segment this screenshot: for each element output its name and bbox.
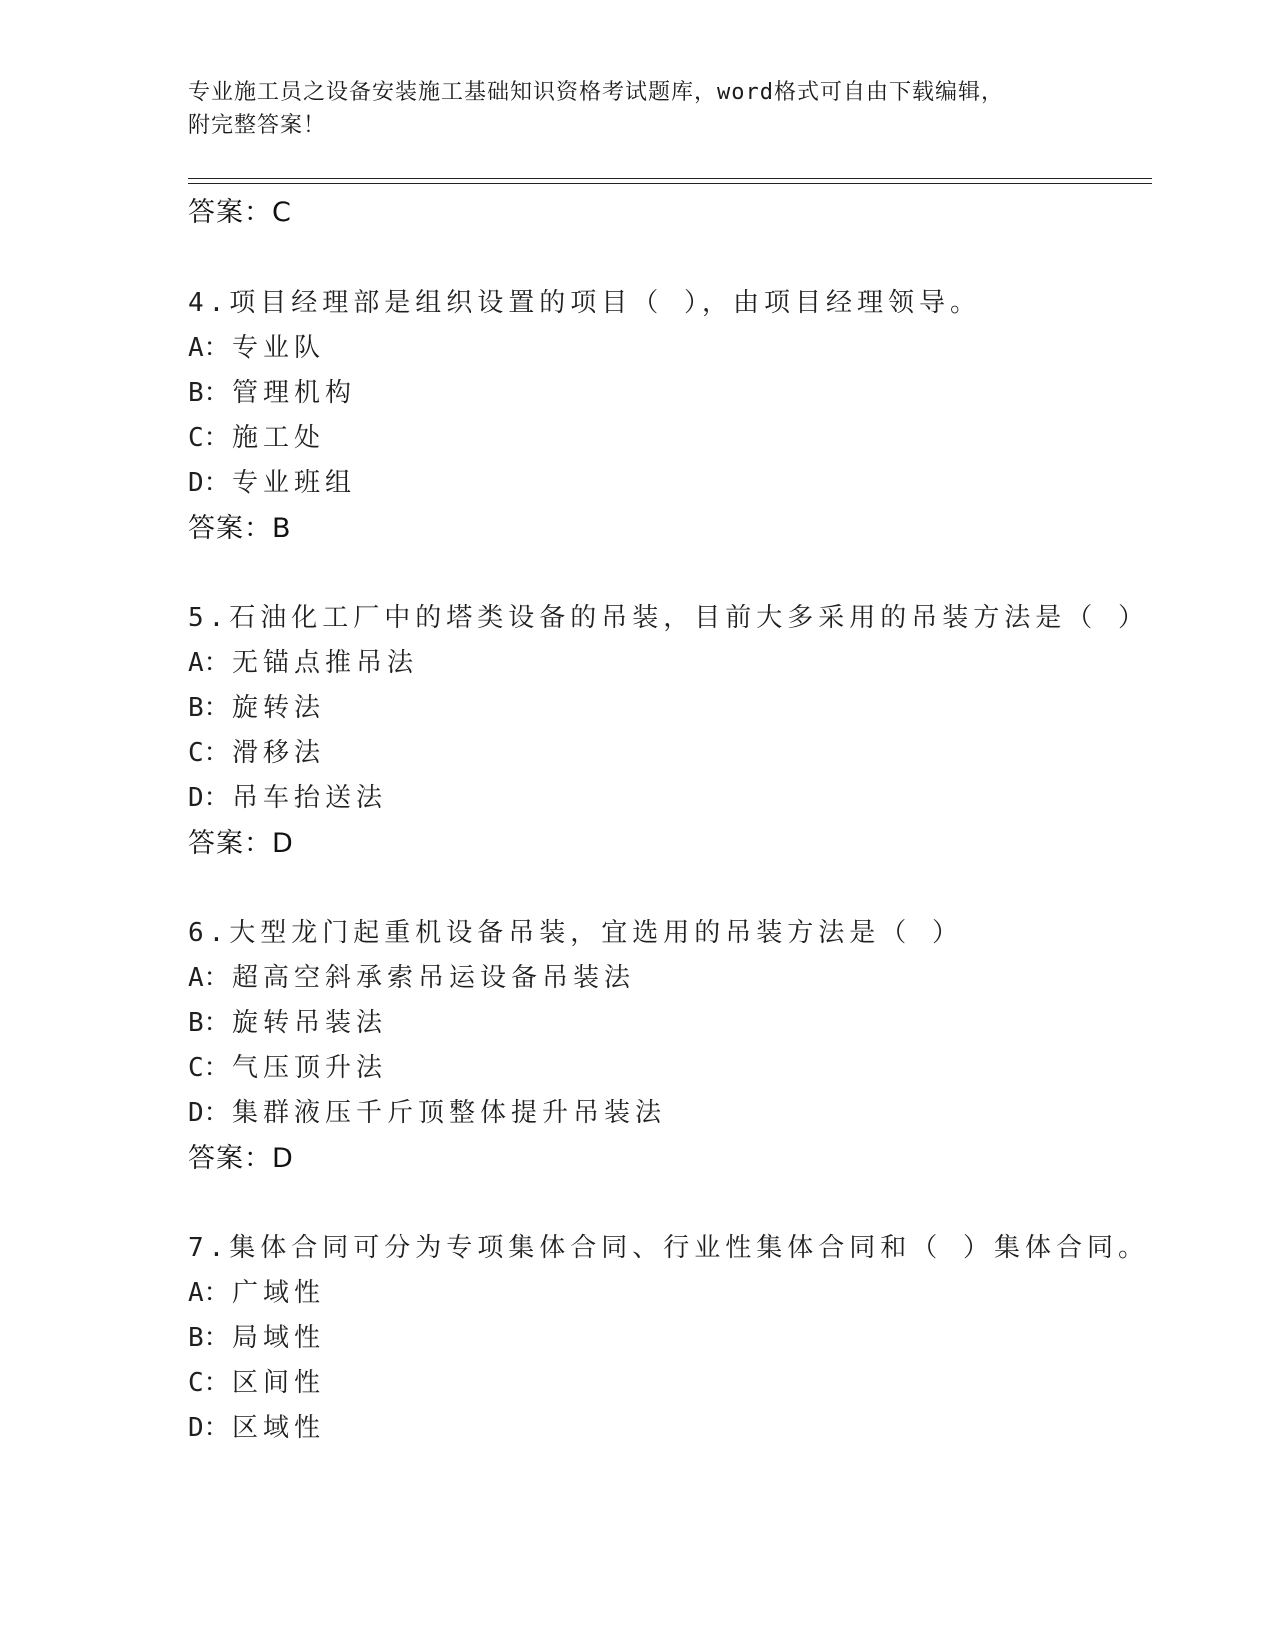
question-7-option-b (188, 1317, 325, 1354)
question-6-text: 6.大型龙门起重机设备吊装，宜选用的吊装方法是（ ） (188, 918, 963, 948)
option-text: 广域性 (232, 1278, 326, 1308)
option-text: 气压顶升法 (232, 1053, 388, 1083)
option-text: 局域性 (232, 1323, 326, 1353)
option-text: 专业班组 (232, 468, 357, 498)
option-key: A： (188, 333, 230, 363)
question-5-text: 5.石油化工厂中的塔类设备的吊装，目前大多采用的吊装方法是（ ） (188, 603, 1149, 633)
question-4-option-a (188, 327, 325, 364)
question-6-answer: 答案：D (188, 1143, 294, 1174)
option-key: B： (188, 1323, 230, 1353)
option-text: 旋转吊装法 (232, 1008, 388, 1038)
option-text: 超高空斜承索吊运设备吊装法 (232, 963, 636, 993)
option-key: C： (188, 1053, 230, 1083)
question-6-option-d (188, 1092, 666, 1129)
question-6-option-a (188, 957, 635, 994)
option-key: A： (188, 648, 230, 678)
option-text: 吊车抬送法 (232, 783, 388, 813)
option-key: B： (188, 378, 230, 408)
question-4-answer: 答案：B (188, 513, 292, 544)
question-5-answer: 答案：D (188, 828, 294, 859)
header-line-1: 专业施工员之设备安装施工基础知识资格考试题库，word格式可自由下载编辑， (188, 80, 1004, 105)
option-key: D： (188, 783, 230, 813)
option-text: 管理机构 (232, 378, 357, 408)
option-text: 滑移法 (232, 738, 326, 768)
option-text: 专业队 (232, 333, 326, 363)
option-key: B： (188, 693, 230, 723)
option-text: 区域性 (232, 1413, 326, 1443)
question-5-option-d (188, 777, 387, 814)
question-4-option-c (188, 417, 325, 454)
question-5-option-c (188, 732, 325, 769)
option-key: D： (188, 1413, 230, 1443)
question-7-option-d (188, 1407, 325, 1444)
header-rule-top (188, 178, 1152, 179)
option-key: C： (188, 738, 230, 768)
question-6-option-c (188, 1047, 387, 1084)
question-7-option-a (188, 1272, 325, 1309)
question-4-option-b (188, 372, 356, 409)
option-key: C： (188, 1368, 230, 1398)
option-key: B： (188, 1008, 230, 1038)
document-header (188, 76, 1068, 142)
question-7-option-c (188, 1362, 325, 1399)
option-text: 施工处 (232, 423, 326, 453)
option-text: 无锚点推吊法 (232, 648, 419, 678)
option-text: 区间性 (232, 1368, 326, 1398)
question-7-text: 7.集体合同可分为专项集体合同、行业性集体合同和（ ）集体合同。 (188, 1233, 1149, 1263)
option-text: 集群液压千斤顶整体提升吊装法 (232, 1098, 667, 1128)
option-key: D： (188, 468, 230, 498)
option-text: 旋转法 (232, 693, 326, 723)
option-key: D： (188, 1098, 230, 1128)
header-rule-bottom (188, 183, 1152, 184)
option-key: A： (188, 1278, 230, 1308)
header-line-2: 附完整答案！ (188, 113, 327, 138)
question-5-option-a (188, 642, 418, 679)
question-4-text: 4.项目经理部是组织设置的项目（ ），由项目经理领导。 (188, 288, 981, 318)
option-key: A： (188, 963, 230, 993)
question-5-option-b (188, 687, 325, 724)
answer-prev: 答案：C (188, 197, 292, 228)
question-4-option-d (188, 462, 356, 499)
question-6-option-b (188, 1002, 387, 1039)
option-key: C： (188, 423, 230, 453)
